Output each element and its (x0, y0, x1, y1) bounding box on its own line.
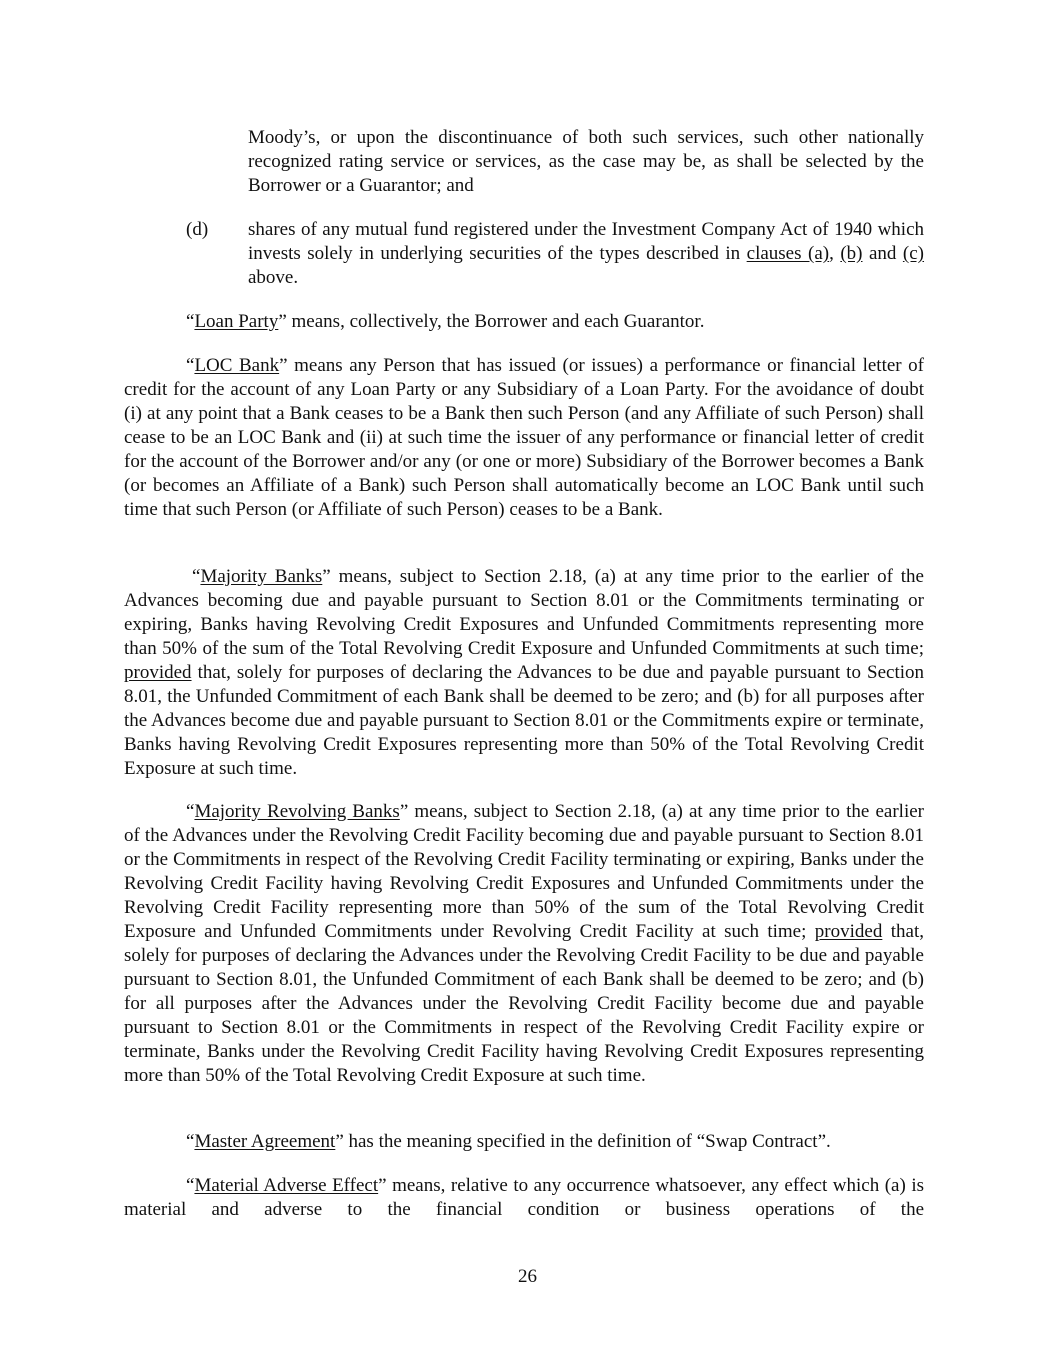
list-item-d: shares of any mutual fund registered under the Investment Company Act of 1940 which invests solely in underlying securities of the types described in clauses (a), (b) and (c) above. (248, 219, 925, 288)
clause-ref: clauses (a) (746, 243, 830, 264)
defined-term: Majority Revolving Banks (194, 801, 400, 822)
defined-term: Master Agreement (194, 1131, 336, 1152)
defined-term: Loan Party (194, 311, 279, 332)
provided-term: provided (814, 921, 883, 942)
definition-material-adverse-effect: “Material Adverse Effect” means, relative to any occurrence whatsoever, any effect which (a) is material and adverse to the financial condition or business operations of the (124, 1175, 924, 1220)
definition-loan-party: “Loan Party” means, collectively, the Borrower and each Guarantor. (186, 311, 705, 332)
definition-text: means, collectively, the Borrower and each Guarantor. (286, 311, 705, 332)
definition-text: means, subject to Section 2.18, (a) at any time prior to the earlier of the Advances becoming due and payable pursuant to Section 8.01 or the Commitments terminating or expiring, Banks having Revolving Credit Exposures and Unfunded Commitments representing more than 50% of the sum of the Total Revolving Credit Exposure and Unfunded Commitments at such time; (124, 566, 924, 659)
definition-text: means, relative to any occurrence whatsoever, any effect which (a) is material and adverse to the financial condition or business operations of the (124, 1175, 924, 1220)
definition-text: means any Person that has issued (or issues) a performance or financial letter of credit for the account of any Loan Party or any Subsidiary of a Loan Party. For the avoidance of doubt (i) at any point that a Bank ceases to be a Bank then such Person (and any Affiliate of such Person) shall cease to be an LOC Bank and (ii) at such time the issuer of any performance or financial letter of credit for the account of the Borrower and/or any (or one or more) Subsidiary of the Borrower becomes a Bank (or becomes an Affiliate of a Bank) such Person shall automatically become an LOC Bank until such time that such Person (or Affiliate of such Person) ceases to be a Bank. (124, 355, 924, 520)
definition-master-agreement: “Master Agreement” has the meaning specified in the definition of “Swap Contract”. (186, 1131, 831, 1152)
definition-text: that, solely for purposes of declaring the Advances under the Revolving Credit Facility to be due and payable pursuant to Section 8.01, the Unfunded Commitment of each Bank shall be deemed to be zero; and (b) for all purposes after the Advances under the Revolving Credit Facility become due and payable pursuant to Section 8.01 or the Commitments in respect of the Revolving Credit Facility expire or terminate, Banks under the Revolving Credit Facility having Revolving Credit Exposures representing more than 50% of the Total Revolving Credit Exposure at such time. (124, 921, 924, 1086)
page-number: 26 (518, 1266, 537, 1287)
defined-term: Majority Banks (200, 566, 323, 587)
definition-text: means, subject to Section 2.18, (a) at any time prior to the earlier of the Advances under the Revolving Credit Facility becoming due and payable pursuant to Section 8.01 or the Commitments in respect of the Revolving Credit Facility terminating or expiring, Banks under the Revolving Credit Facility having Revolving Credit Exposures and Unfunded Commitments under the Revolving Credit Facility representing more than 50% of the sum of the Total Revolving Credit Exposure and Unfunded Commitments under Revolving Credit Facility at such time; (124, 801, 924, 942)
definition-loc-bank: “LOC Bank” means any Person that has issued (or issues) a performance or financial letter of credit for the account of any Loan Party or any Subsidiary of a Loan Party. For the avoidance of doubt (i) at any point that a Bank ceases to be a Bank then such Person (and any Affiliate of such Person) shall cease to be an LOC Bank and (ii) at such time the issuer of any performance or financial letter of credit for the account of the Borrower and/or any (or one or more) Subsidiary of the Borrower becomes a Bank (or becomes an Affiliate of a Bank) such Person shall automatically become an LOC Bank until such time that such Person (or Affiliate of such Person) ceases to be a Bank. (124, 355, 924, 520)
definition-text: that, solely for purposes of declaring the Advances to be due and payable pursuant to Section 8.01, the Unfunded Commitment of each Bank shall be deemed to be zero; and (b) for all purposes after the Advances become due and payable pursuant to Section 8.01 or the Commitments expire or terminate, Banks having Revolving Credit Exposures representing more than 50% of the Total Revolving Credit Exposure at such time. (124, 662, 924, 779)
defined-term: Material Adverse Effect (194, 1175, 379, 1196)
definition-majority-banks: “Majority Banks” means, subject to Section 2.18, (a) at any time prior to the earlier of the Advances becoming due and payable pursuant to Section 8.01 or the Commitments terminating or expiring, Banks having Revolving Credit Exposures and Unfunded Commitments representing more than 50% of the sum of the Total Revolving Credit Exposure and Unfunded Commitments at such time; provided that, solely for purposes of declaring the Advances to be due and payable pursuant to Section 8.01, the Unfunded Commitment of each Bank shall be deemed to be zero; and (b) for all purposes after the Advances become due and payable pursuant to Section 8.01 or the Commitments expire or terminate, Banks having Revolving Credit Exposures representing more than 50% of the Total Revolving Credit Exposure at such time. (124, 566, 924, 779)
defined-term: LOC Bank (194, 355, 280, 376)
clause-ref: (c) (902, 243, 925, 264)
provided-term: provided (124, 662, 192, 683)
definition-text: has the meaning specified in the definition of “Swap Contract”. (343, 1131, 831, 1152)
clause-ref: (b) (840, 243, 863, 264)
definition-majority-revolving-banks: “Majority Revolving Banks” means, subject to Section 2.18, (a) at any time prior to the earlier of the Advances under the Revolving Credit Facility becoming due and payable pursuant to Section 8.01 or the Commitments in respect of the Revolving Credit Facility terminating or expiring, Banks under the Revolving Credit Facility having Revolving Credit Exposures and Unfunded Commitments under the Revolving Credit Facility representing more than 50% of the sum of the Total Revolving Credit Exposure and Unfunded Commitments under Revolving Credit Facility at such time; provided that, solely for purposes of declaring the Advances under the Revolving Credit Facility to be due and payable pursuant to Section 8.01, the Unfunded Commitment of each Bank shall be deemed to be zero; and (b) for all purposes after the Advances under the Revolving Credit Facility become due and payable pursuant to Section 8.01 or the Commitments in respect of the Revolving Credit Facility expire or terminate, Banks under the Revolving Credit Facility having Revolving Credit Exposures representing more than 50% of the Total Revolving Credit Exposure at such time. (124, 801, 924, 1086)
continuation-paragraph: Moody’s, or upon the discontinuance of both such services, such other nationally recognized rating service or services, as the case may be, as shall be selected by the Borrower or a Guarantor; and (248, 127, 924, 196)
list-item-text: shares of any mutual fund registered under the Investment Company Act of 1940 which invests solely in underlying securities of the types described in (248, 219, 924, 264)
list-item-label: (d) (186, 219, 209, 240)
